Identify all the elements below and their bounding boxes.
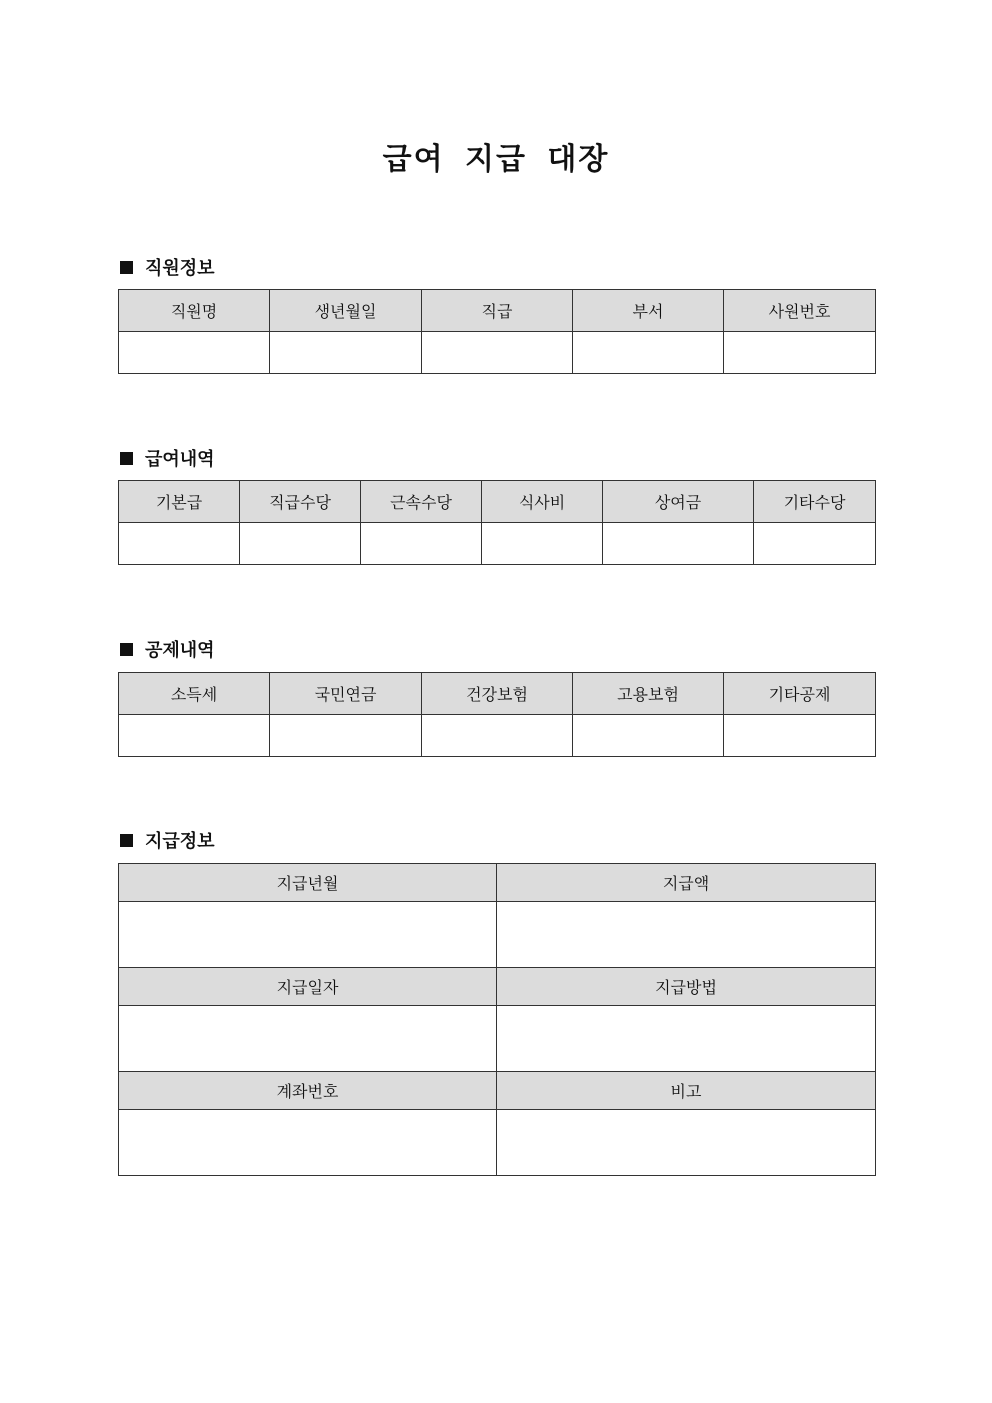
header-cell-health-insurance: 건강보험	[422, 673, 573, 715]
header-cell-national-pension: 국민연금	[270, 673, 422, 715]
header-cell-position: 직급	[422, 290, 573, 332]
input-cell-remarks[interactable]	[497, 1110, 876, 1176]
header-cell-pay-amount: 지급액	[497, 864, 876, 902]
header-cell-department: 부서	[573, 290, 724, 332]
input-cell-health-insurance[interactable]	[422, 715, 573, 757]
section-heading-label: 지급정보	[145, 831, 215, 852]
input-cell-employee-number[interactable]	[724, 332, 876, 374]
square-bullet-icon	[120, 834, 133, 847]
square-bullet-icon	[120, 261, 133, 274]
section-heading-employee	[120, 254, 215, 280]
input-cell-other-allowance[interactable]	[754, 523, 876, 565]
header-cell-pay-month: 지급년월	[119, 864, 497, 902]
section-heading-label: 직원정보	[145, 258, 215, 279]
document-title: 급여 지급 대장	[382, 142, 610, 177]
header-cell-base-pay: 기본급	[119, 481, 240, 523]
input-cell-bonus[interactable]	[603, 523, 754, 565]
header-cell-seniority-allowance: 근속수당	[361, 481, 482, 523]
header-cell-other-allowance: 기타수당	[754, 481, 876, 523]
input-cell-base-pay[interactable]	[119, 523, 240, 565]
input-cell-position[interactable]	[422, 332, 573, 374]
header-cell-pay-method: 지급방법	[497, 968, 876, 1006]
input-cell-pay-amount[interactable]	[497, 902, 876, 968]
input-cell-income-tax[interactable]	[119, 715, 270, 757]
header-cell-income-tax: 소득세	[119, 673, 270, 715]
header-cell-bonus: 상여금	[603, 481, 754, 523]
section-heading-deduction	[120, 636, 215, 662]
header-cell-other-deduction: 기타공제	[724, 673, 876, 715]
section-heading-label: 급여내역	[145, 449, 215, 470]
employee-info-table	[118, 289, 876, 374]
square-bullet-icon	[120, 452, 133, 465]
input-cell-birthdate[interactable]	[270, 332, 422, 374]
header-cell-meal-allowance: 식사비	[482, 481, 603, 523]
section-heading-salary	[120, 445, 215, 471]
input-cell-name[interactable]	[119, 332, 270, 374]
header-cell-account-number: 계좌번호	[119, 1072, 497, 1110]
input-cell-employment-insurance[interactable]	[573, 715, 724, 757]
input-cell-pay-date[interactable]	[119, 1006, 497, 1072]
input-cell-pay-month[interactable]	[119, 902, 497, 968]
input-cell-seniority-allowance[interactable]	[361, 523, 482, 565]
header-cell-position-allowance: 직급수당	[240, 481, 361, 523]
deduction-details-table	[118, 672, 876, 757]
payment-info-table	[118, 863, 876, 1176]
input-cell-department[interactable]	[573, 332, 724, 374]
header-cell-employee-number: 사원번호	[724, 290, 876, 332]
input-cell-other-deduction[interactable]	[724, 715, 876, 757]
header-cell-pay-date: 지급일자	[119, 968, 497, 1006]
header-cell-remarks: 비고	[497, 1072, 876, 1110]
input-cell-account-number[interactable]	[119, 1110, 497, 1176]
input-cell-pay-method[interactable]	[497, 1006, 876, 1072]
section-heading-payment	[120, 827, 215, 853]
salary-details-table	[118, 480, 876, 565]
input-cell-meal-allowance[interactable]	[482, 523, 603, 565]
header-cell-birthdate: 생년월일	[270, 290, 422, 332]
square-bullet-icon	[120, 643, 133, 656]
header-cell-name: 직원명	[119, 290, 270, 332]
input-cell-position-allowance[interactable]	[240, 523, 361, 565]
section-heading-label: 공제내역	[145, 640, 215, 661]
input-cell-national-pension[interactable]	[270, 715, 422, 757]
header-cell-employment-insurance: 고용보험	[573, 673, 724, 715]
